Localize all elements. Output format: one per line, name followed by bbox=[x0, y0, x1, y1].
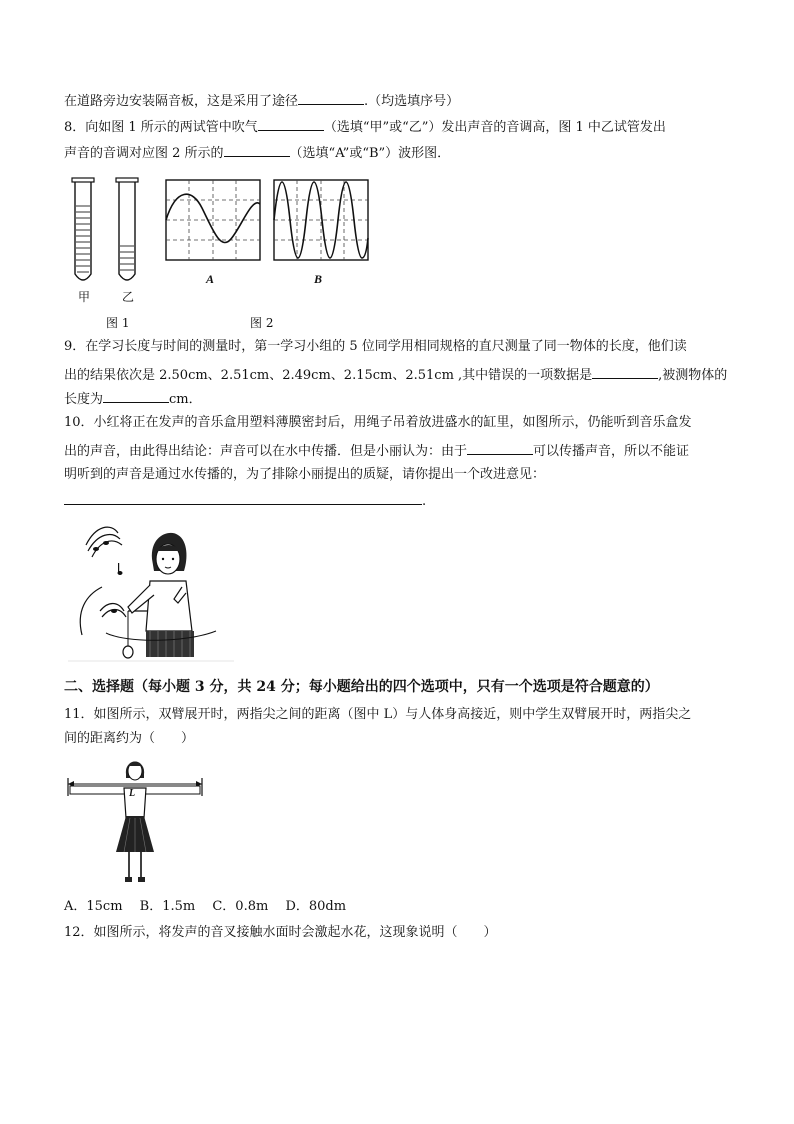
q9-blank-1[interactable] bbox=[592, 364, 658, 379]
q8-blank-2[interactable] bbox=[224, 142, 290, 157]
q8-text-a: 8．向如图 1 所示的两试管中吹气 bbox=[64, 120, 258, 135]
q9-text-b: ,被测物体的 bbox=[658, 368, 728, 383]
q10-line-4 bbox=[64, 490, 426, 511]
q7-text: 在道路旁边安装隔音板，这是采用了途径 bbox=[64, 94, 299, 109]
tube-label-yi: 乙 bbox=[122, 290, 135, 304]
q9-blank-2[interactable] bbox=[103, 388, 169, 403]
q7-text-end: .（均选填序号） bbox=[364, 94, 460, 109]
wave-label-b: B bbox=[314, 272, 323, 286]
fig2-caption: 图 2 bbox=[250, 316, 274, 330]
q9-line-2 bbox=[64, 364, 727, 385]
q10-line-3: 明听到的声音是通过水传播的，为了排除小丽提出的质疑，请你提出一个改进意见： bbox=[64, 467, 546, 482]
q10-line-1: 10．小红将正在发声的音乐盒用塑料薄膜密封后，用绳子吊着放进盛水的缸里，如图所示，仍能听到音乐盒发 bbox=[64, 415, 692, 430]
q8-text-c: 声音的音调对应图 2 所示的 bbox=[64, 146, 224, 161]
music-box-figure bbox=[66, 515, 236, 665]
q8-text-d: （选填“A”或“B”）波形图． bbox=[289, 146, 451, 161]
q11-line-1: 11．如图所示，双臂展开时，两指尖之间的距离（图中 L）与人体身高接近，则中学生双臂展开时，两指尖之 bbox=[64, 707, 692, 722]
q9-line-3 bbox=[64, 388, 202, 409]
q7-tail-line bbox=[64, 90, 459, 111]
tube-label-jia: 甲 bbox=[78, 290, 91, 304]
q9-text-a: 出的结果依次是 2.50cm、2.51cm、2.49cm、2.15cm、2.51cm ,其中错误的一项数据是 bbox=[64, 368, 593, 383]
q10-blank-2[interactable] bbox=[64, 490, 422, 505]
q11-line-2: 间的距离约为（ ） bbox=[64, 731, 195, 746]
q8-line-2 bbox=[64, 142, 450, 163]
q7-blank[interactable] bbox=[298, 90, 364, 105]
q10-line-2 bbox=[64, 440, 689, 461]
arm-span-label: L bbox=[129, 788, 136, 799]
section-2-heading: 二、选择题（每小题 3 分，共 24 分；每小题给出的四个选项中，只有一个选项是符合题意的） bbox=[64, 679, 659, 695]
q9-text-c: 长度为 bbox=[64, 392, 104, 407]
q8-blank-1[interactable] bbox=[258, 116, 324, 131]
arm-span-figure bbox=[64, 756, 208, 888]
q8-line-1 bbox=[64, 116, 666, 137]
waveform-figure bbox=[164, 178, 374, 268]
test-tubes-figure bbox=[66, 176, 146, 306]
q9-text-d: cm． bbox=[169, 392, 202, 407]
wave-label-a: A bbox=[206, 272, 215, 286]
q10-text-end: . bbox=[422, 494, 427, 509]
q8-text-b: （选填“甲”或“乙”）发出声音的音调高，图 1 中乙试管发出 bbox=[323, 120, 666, 135]
q12-line-1: 12．如图所示，将发声的音叉接触水面时会激起水花，这现象说明（ ） bbox=[64, 925, 497, 940]
q11-options: A．15cm B．1.5m C．0.8m D．80dm bbox=[64, 899, 347, 914]
q10-text-a: 出的声音，由此得出结论：声音可以在水中传播．但是小丽认为：由于 bbox=[64, 444, 468, 459]
q10-blank-1[interactable] bbox=[467, 440, 533, 455]
q10-text-b: 可以传播声音，所以不能证 bbox=[533, 444, 690, 459]
fig1-caption: 图 1 bbox=[106, 316, 130, 330]
q9-line-1: 9．在学习长度与时间的测量时，第一学习小组的 5 位同学用相同规格的直尺测量了同一物体的长度，他们读 bbox=[64, 339, 687, 354]
